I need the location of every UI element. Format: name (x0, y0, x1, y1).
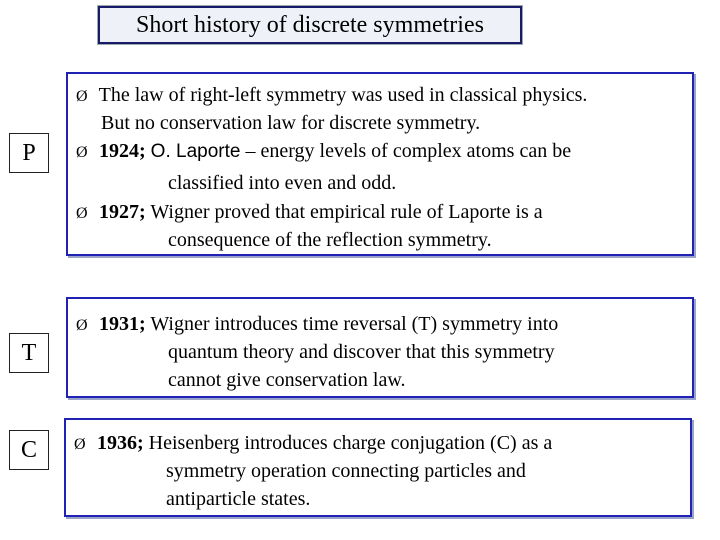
dash: – (240, 140, 261, 162)
parity-item-1-line2: But no conservation law for discrete symmetry. (101, 112, 481, 134)
year-1931: 1931; (99, 313, 146, 335)
parity-item-2-continuation (168, 169, 396, 197)
parity-label: P (9, 133, 49, 173)
time-reversal-line3: cannot give conservation law. (168, 369, 406, 391)
parity-item-3 (76, 198, 543, 228)
time-reversal-text: Wigner introduces time reversal (T) symmetry into (150, 313, 559, 335)
parity-item-2-text: energy levels of complex atoms can be (260, 140, 572, 162)
parity-item-3-line2: consequence of the reflection symmetry. (168, 229, 492, 251)
parity-item-1-continuation (101, 109, 480, 137)
charge-conjugation-label: C (9, 430, 49, 470)
charge-conjugation-text: Heisenberg introduces charge conjugation (C) as a (148, 432, 553, 454)
arrow-bullet-icon: Ø (76, 144, 88, 161)
time-reversal-label: T (9, 333, 49, 373)
arrow-bullet-icon: Ø (76, 317, 88, 334)
year-1924: 1924; (99, 140, 146, 162)
laporte-name: O. Laporte (150, 141, 241, 162)
slide-title: Short history of discrete symmetries (98, 6, 522, 44)
year-1936: 1936; (97, 432, 144, 454)
charge-conjugation-item (74, 429, 552, 459)
charge-conjugation-history-box (64, 418, 692, 517)
parity-item-1-text: The law of right-left symmetry was used in classical physics. (98, 84, 588, 106)
parity-history-box (66, 72, 694, 256)
time-reversal-item (76, 310, 558, 340)
parity-item-2-line2: classified into even and odd. (168, 172, 397, 194)
time-reversal-history-box (66, 297, 694, 398)
arrow-bullet-icon: Ø (76, 205, 88, 222)
time-reversal-line2: quantum theory and discover that this symmetry (168, 341, 555, 363)
year-1927: 1927; (99, 201, 146, 223)
parity-item-3-text: Wigner proved that empirical rule of Laporte is a (150, 201, 543, 223)
charge-conjugation-line2: symmetry operation connecting particles and (166, 460, 526, 482)
parity-item-1 (76, 81, 587, 111)
arrow-bullet-icon: Ø (74, 436, 86, 453)
arrow-bullet-icon: Ø (76, 88, 88, 105)
charge-conjugation-line3: antiparticle states. (166, 488, 311, 510)
parity-item-3-continuation (168, 226, 492, 254)
parity-item-2 (76, 137, 571, 167)
